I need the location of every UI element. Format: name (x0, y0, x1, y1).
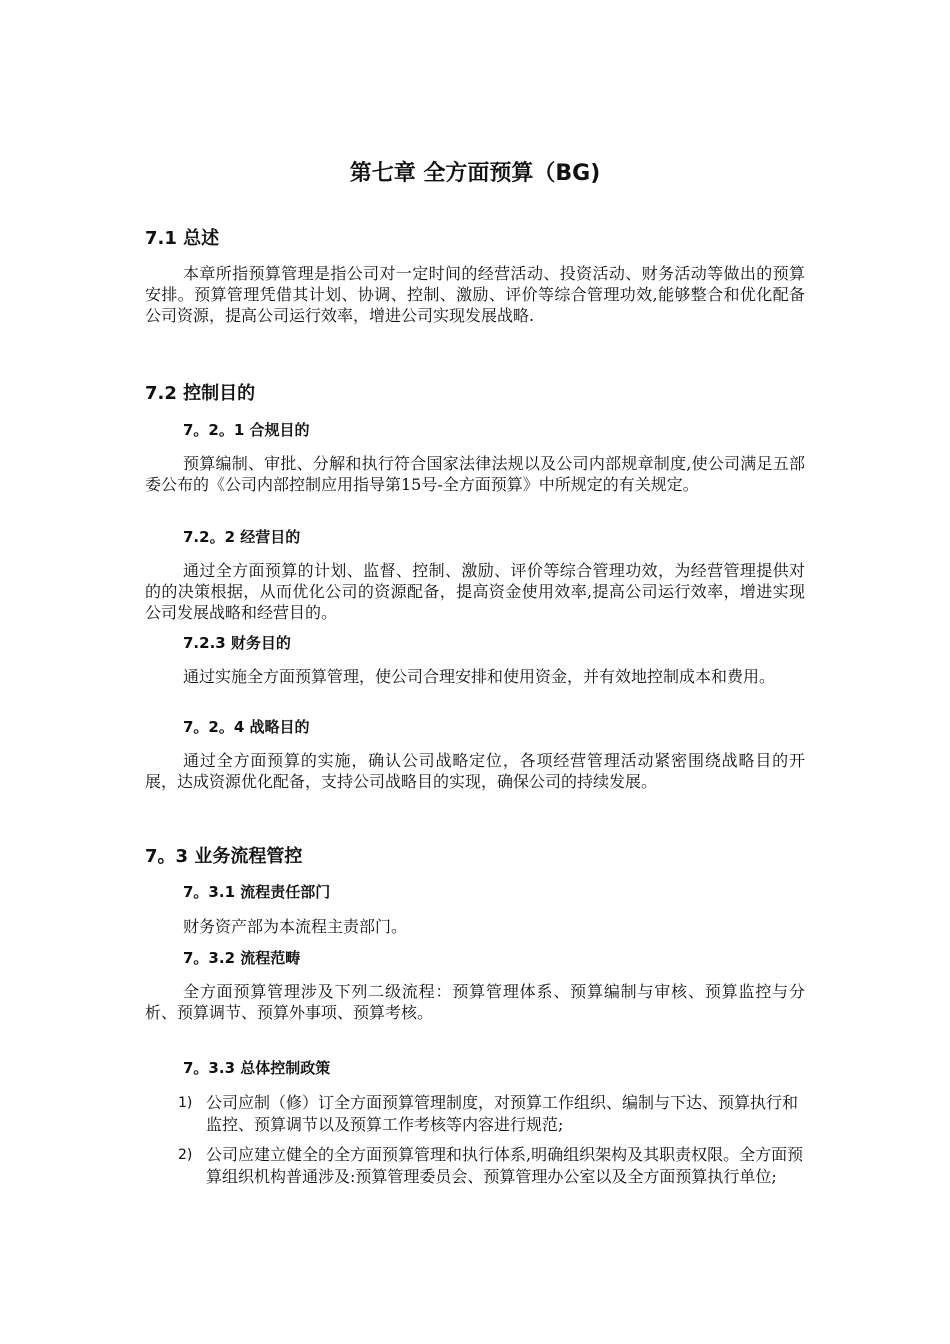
list-item-number: 1) (178, 1095, 193, 1111)
section-heading-7-1: 7.1 总述 (145, 228, 220, 249)
subsection-heading-7-2-2: 7.2。2 经营目的 (183, 528, 301, 546)
subsection-body-7-3-2: 全方面预算管理涉及下列二级流程：预算管理体系、预算编制与审核、预算监控与分析、预算调节、预算外事项、预算考核。 (145, 982, 805, 1022)
list-item-text: 公司应制（修）订全方面预算管理制度，对预算工作组织、编制与下达、预算执行和监控、预算调节以及预算工作考核等内容进行规范; (206, 1093, 799, 1134)
list-item-text: 公司应建立健全的全方面预算管理和执行体系,明确组织架构及其职责权限。全方面预算组织机构普通涉及:预算管理委员会、预算管理办公室以及全方面预算执行单位; (206, 1145, 804, 1186)
subsection-heading-7-2-3: 7.2.3 财务目的 (183, 634, 291, 652)
section-body-7-1: 本章所指预算管理是指公司对一定时间的经营活动、投资活动、财务活动等做出的预算安排。预算管理凭借其计划、协调、控制、激励、评价等综合管理功效,能够整合和优化配备公司资源，提高公司运行效率，增进公司实现发展战略. (145, 264, 805, 325)
subsection-body-7-2-1: 预算编制、审批、分解和执行符合国家法律法规以及公司内部规章制度,使公司满足五部委公布的《公司内部控制应用指导第15号-全方面预算》中所规定的有关规定。 (145, 454, 805, 494)
policy-list-item (178, 1092, 810, 1136)
list-item-number: 2) (178, 1147, 193, 1163)
section-heading-7-3: 7。3 业务流程管控 (145, 846, 303, 867)
subsection-heading-7-3-3: 7。3.3 总体控制政策 (183, 1059, 331, 1077)
subsection-heading-7-2-4: 7。2。4 战略目的 (183, 718, 310, 736)
subsection-body-7-2-3: 通过实施全方面预算管理，使公司合理安排和使用资金，并有效地控制成本和费用。 (183, 667, 776, 686)
subsection-body-7-2-2: 通过全方面预算的计划、监督、控制、激励、评价等综合管理功效，为经营管理提供对的的决策根据，从而优化公司的资源配备，提高资金使用效率,提高公司运行效率，增进实现公司发展战略和经营目的。 (145, 561, 805, 622)
subsection-heading-7-3-2: 7。3.2 流程范畴 (183, 949, 301, 967)
policy-list-item (178, 1144, 810, 1188)
subsection-body-7-3-1: 财务资产部为本流程主责部门。 (183, 917, 408, 936)
chapter-title: 第七章 全方面预算（BG) (349, 161, 601, 186)
section-heading-7-2: 7.2 控制目的 (145, 383, 256, 404)
subsection-heading-7-2-1: 7。2。1 合规目的 (183, 421, 310, 439)
subsection-body-7-2-4: 通过全方面预算的实施，确认公司战略定位，各项经营管理活动紧密围绕战略目的开展，达成资源优化配备，支持公司战略目的实现，确保公司的持续发展。 (145, 751, 805, 791)
subsection-heading-7-3-1: 7。3.1 流程责任部门 (183, 883, 331, 901)
